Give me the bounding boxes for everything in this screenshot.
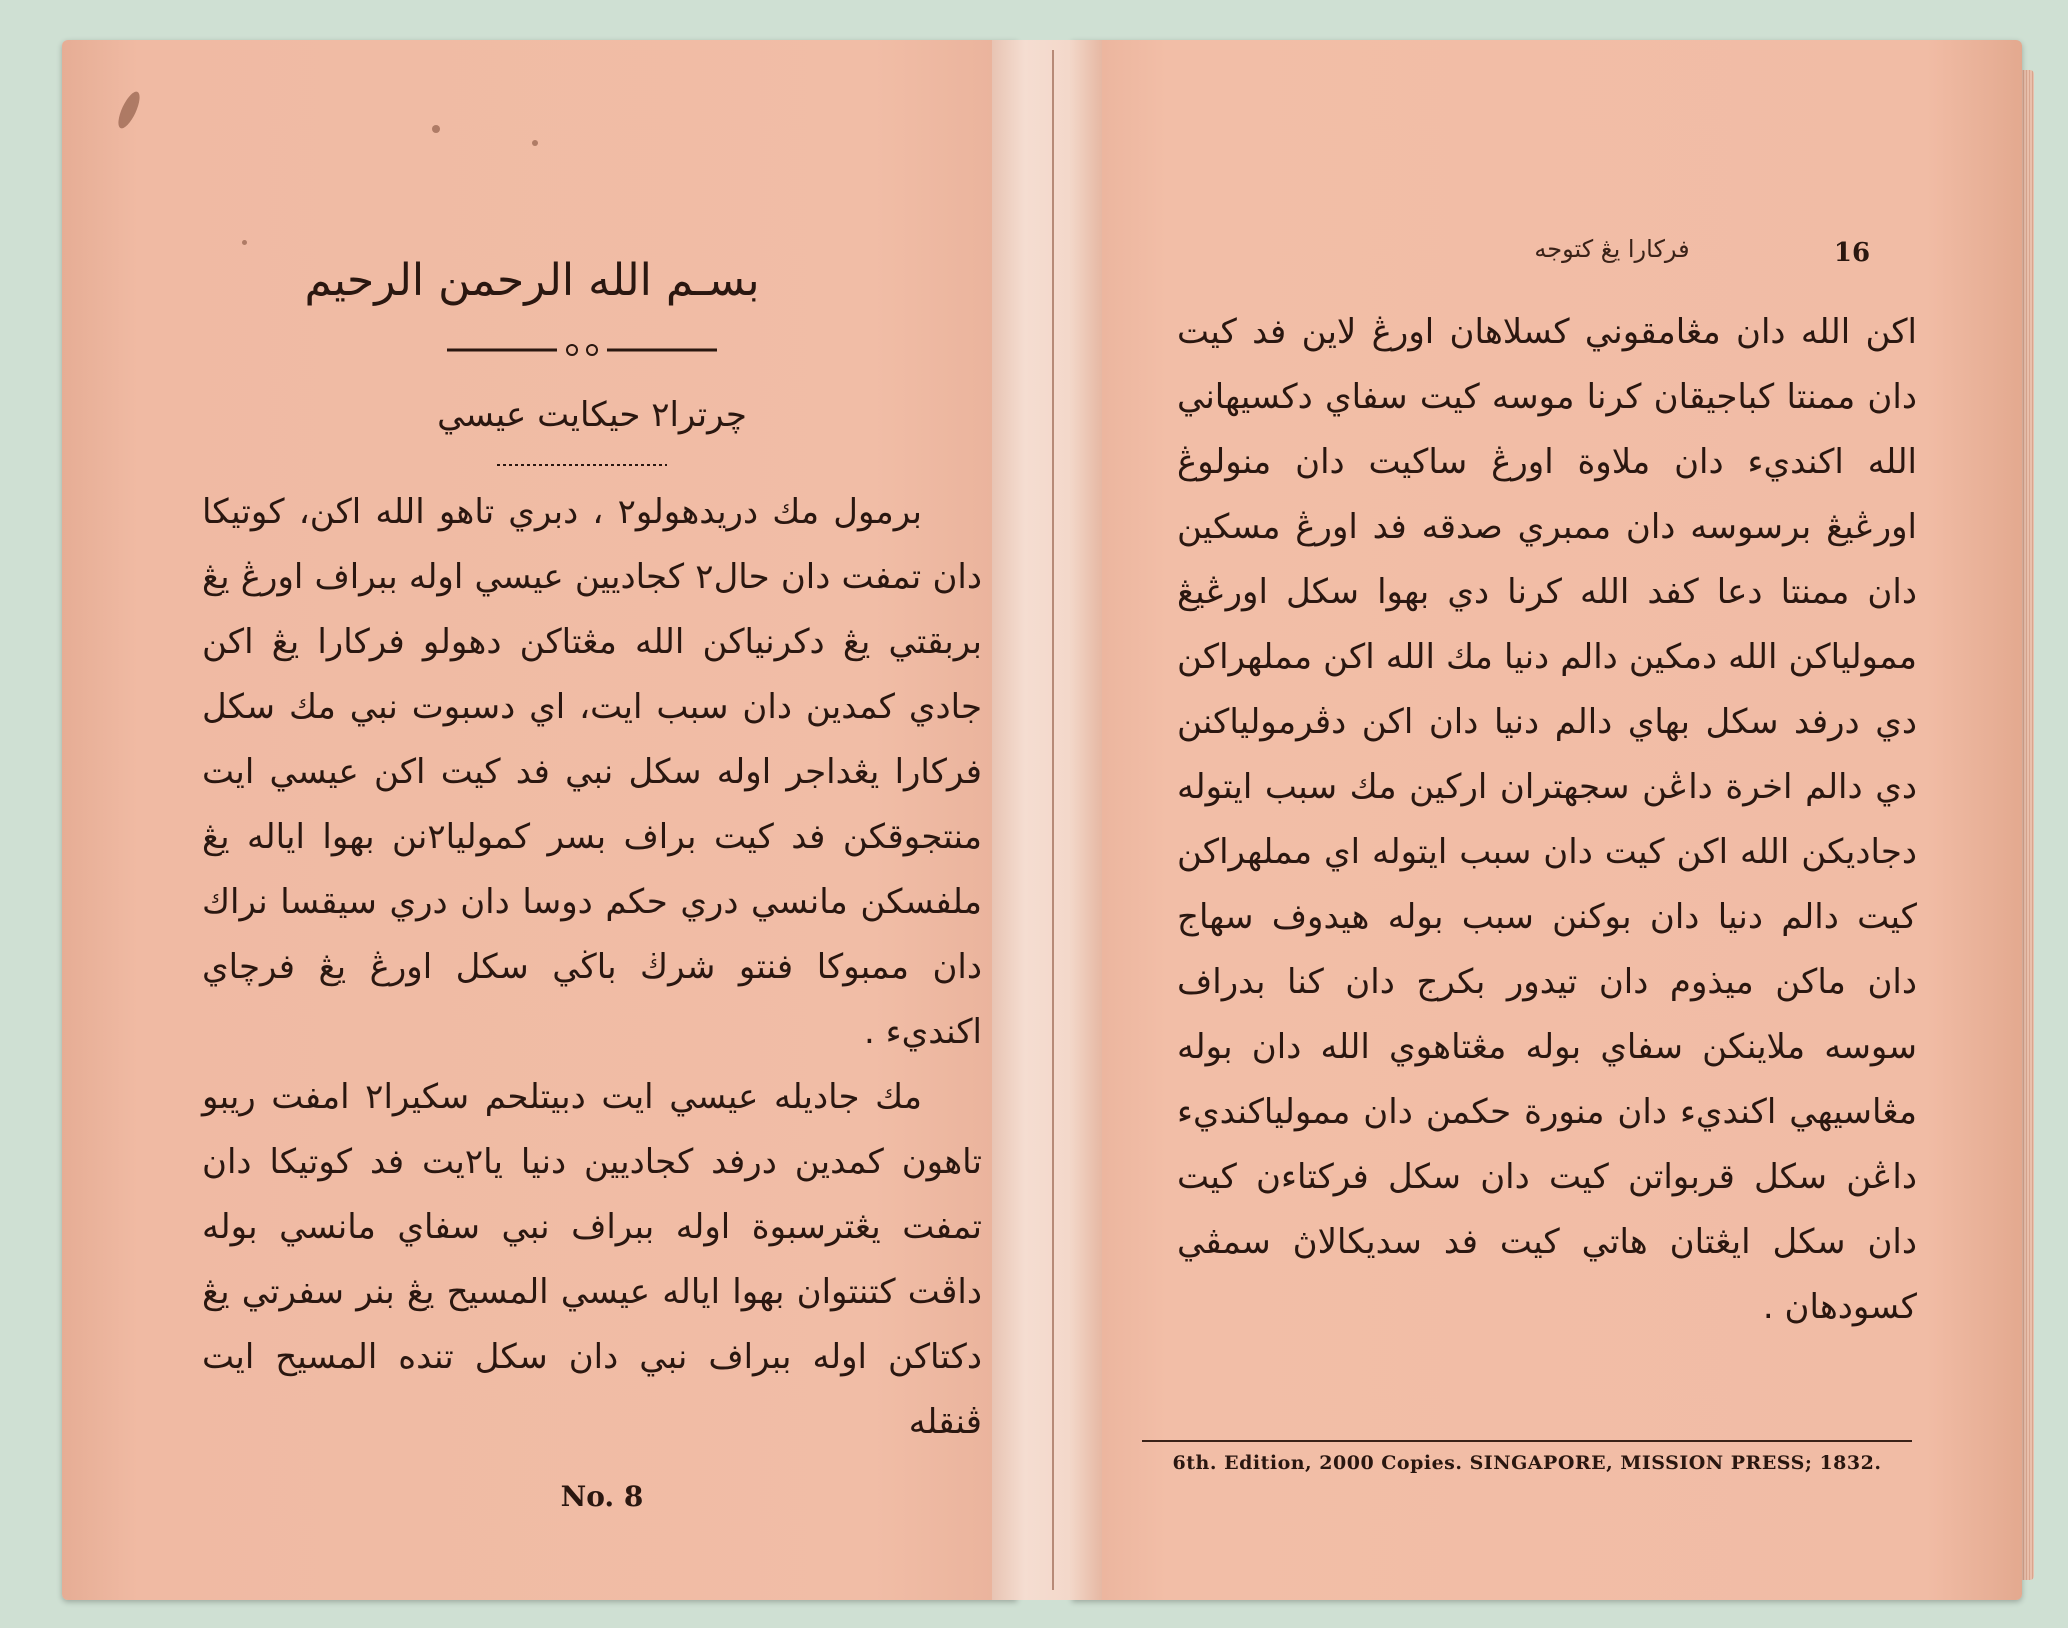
basmala-heading: بسـم الله الرحمن الرحيم: [304, 255, 760, 306]
paragraph: مك جاديله عيسي ايت دبيتلحم سكيرا٢ امفت ريبو تاهون كمدين درفد كجاديين دنيا يا٢يت فد كوتيكا دان تمفت يڠترسبوة اوله ببراف نبي سفاي مانسي بوله داڤت كتنتوان بهوا اياله عيسي المسيح يڠ بنر سفرتي يڠ دكتاكن اوله ببراف نبي دان سكل تنده المسيح ايت ڤنقله: [202, 1077, 982, 1442]
ink-stain: [532, 140, 538, 146]
book-gutter: [992, 40, 1102, 1600]
left-body-text: [202, 480, 982, 1455]
ink-stain: [432, 125, 440, 133]
page-number: 16: [1833, 238, 1871, 268]
paragraph: برمول مك دريدهولو٢ ، دبري تاهو الله اكن، كوتيكا دان تمفت دان حال٢ كجاديين عيسي اوله ببراف اورڠ يڠ بربقتي يڠ دكرنياكن الله مڠتاكن دهولو فركارا يڠ اكن جادي كمدين دان سبب ايت، اي دسبوت نبي مك سكل فركارا يڠداجر اوله سكل نبي فد كيت اكن عيسي ايت منتجوقكن فد كيت براف بسر كموليا٢نن بهوا اياله يڠ ملفسكن مانسي دري حكم دوسا دان دري سيقسا نراك دان ممبوكا فنتو شرڬ باڬي سكل اورڠ يڠ فرچاي اكنديء .: [202, 492, 983, 1052]
chapter-subtitle: چرترا٢ حيكايت عيسي: [437, 395, 747, 435]
ink-stain: [242, 240, 247, 245]
running-head: فركارا يڠ كتوجه: [1534, 235, 1690, 263]
colophon-rule: [1142, 1440, 1912, 1442]
open-book: [62, 40, 2022, 1600]
colophon: 6th. Edition, 2000 Copies. SINGAPORE, MISSION PRESS; 1832.: [1172, 1452, 1882, 1474]
ornament-rule: [447, 340, 717, 360]
gutter-fold-line: [1052, 50, 1054, 1590]
signature-number: No. 8: [560, 1480, 644, 1513]
paragraph: اكن الله دان مڠامقوني كسلاهان اورڠ لاين فد كيت دان ممنتا كباجيقان كرنا موسه كيت سفاي دكسيهاني الله اكنديء دان ملاوة اورڠ ساكيت دان منولوڠ اورڠيڠ برسوسه دان ممبري صدقه فد اورڠ مسكين دان ممنتا دعا كفد الله كرنا دي بهوا سكل اورڠيڠ ممولياكن الله دمكين دالم دنيا مك الله اكن مملهراكن دي درفد سكل بهاي دالم دنيا دان اكن دڤرمولياكنن دي دالم اخرة داڠن سجهتران اركين مك سبب ايتوله دجاديكن الله اكن كيت دان سبب ايتوله اي مملهراكن كيت دالم دنيا دان بوكنن سبب بوله هيدوف سهاج دان ماكن ميذوم دان تيدور بكرج دان كنا بدراف سوسه ملاينكن سفاي بوله مڠتاهوي الله دان بوله مڠاسيهي اكنديء دان منورة حكمن دان ممولياكنديء داڠن سكل قربواتن كيت دان سكل فركتاءن كيت دان سكل ايڠتان هاتي كيت فد سديكالاڽ سمڤي كسودهان .: [1177, 312, 1917, 1327]
dotted-divider: [497, 460, 667, 470]
right-body-text: [1177, 300, 1917, 1340]
